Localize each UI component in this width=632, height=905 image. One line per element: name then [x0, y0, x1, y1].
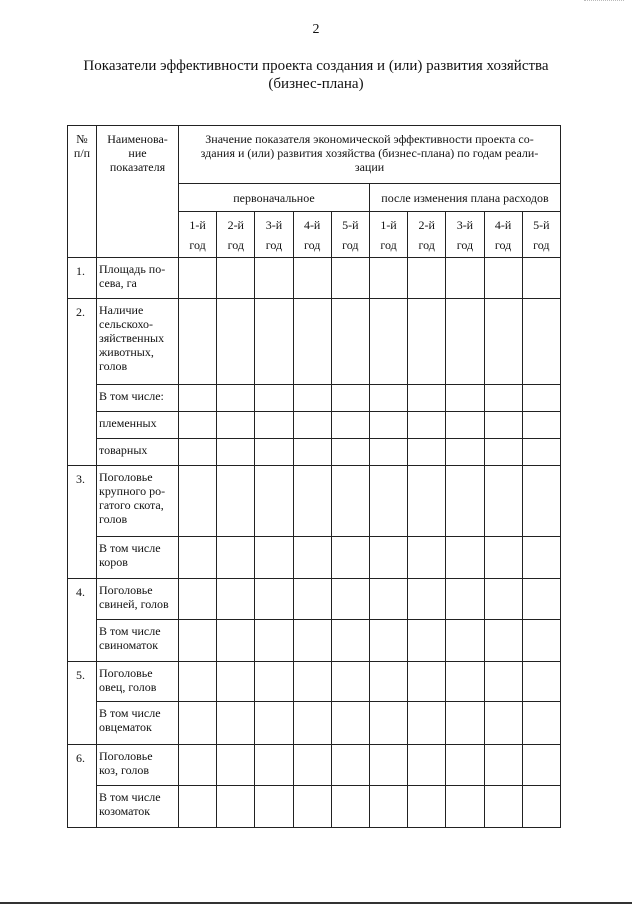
row-label-line: свиней, голов [99, 597, 169, 611]
value-cell [293, 579, 331, 620]
value-cell [408, 579, 446, 620]
value-cell [331, 745, 369, 786]
value-cell [293, 439, 331, 466]
table-row [68, 299, 561, 385]
row-label-cell [97, 702, 179, 745]
row-label-line: товарных [99, 443, 148, 457]
value-cell [217, 579, 255, 620]
row-label-line: голов [99, 512, 128, 526]
value-cell [522, 579, 560, 620]
value-cell [484, 620, 522, 662]
value-cell [484, 745, 522, 786]
row-number-cell: 5. [68, 662, 97, 745]
value-cell [484, 466, 522, 537]
value-cell [331, 662, 369, 702]
header-number-line: п/п [73, 146, 91, 160]
value-cell [255, 537, 293, 579]
document-title [40, 57, 592, 93]
value-cell [408, 620, 446, 662]
year-header-line: год [494, 237, 512, 252]
year-header-line: 4-й [303, 217, 321, 232]
header-row-1 [68, 126, 561, 184]
value-cell [369, 745, 407, 786]
value-cell [446, 662, 484, 702]
value-cell [217, 439, 255, 466]
value-cell [255, 702, 293, 745]
row-label-line: крупного ро- [99, 484, 166, 498]
header-name-line: Наименова- [107, 132, 168, 146]
value-cell [484, 662, 522, 702]
row-label-line: Поголовье [99, 666, 153, 680]
value-cell [446, 537, 484, 579]
year-header-line: 5-й [342, 217, 359, 232]
row-label-cell [97, 662, 179, 702]
value-cell [484, 385, 522, 412]
year-header-line: год [380, 237, 397, 252]
value-cell [522, 537, 560, 579]
value-cell [255, 745, 293, 786]
value-cell [369, 412, 407, 439]
value-cell [331, 786, 369, 828]
row-label-line: В том числе [99, 706, 161, 720]
value-cell [408, 439, 446, 466]
value-cell [293, 258, 331, 299]
year-header [293, 212, 331, 258]
value-cell [446, 439, 484, 466]
title-line-1: Показатели эффективности проекта создания и (или) развития хозяйства [83, 58, 549, 74]
year-header [484, 212, 522, 258]
row-label-line: В том числе [99, 624, 161, 638]
value-cell [446, 412, 484, 439]
row-label-line: племенных [99, 416, 157, 430]
value-cell [408, 745, 446, 786]
row-label-line: сельскохо- [99, 317, 154, 331]
value-cell [331, 412, 369, 439]
year-header-line: год [456, 237, 474, 252]
header-name-line: показателя [109, 160, 166, 174]
row-label-cell [97, 412, 179, 439]
value-cell [522, 786, 560, 828]
value-cell [179, 412, 217, 439]
value-cell [217, 299, 255, 385]
value-cell [179, 620, 217, 662]
row-label-cell [97, 385, 179, 412]
row-label-line: овец, голов [99, 680, 157, 694]
year-header-line: 2-й [418, 217, 435, 232]
table-row [68, 745, 561, 786]
value-cell [255, 620, 293, 662]
row-label-line: животных, [99, 345, 154, 359]
value-cell [331, 537, 369, 579]
value-cell [369, 662, 407, 702]
title-line-2: (бизнес-плана) [268, 76, 364, 92]
value-cell [179, 745, 217, 786]
table-body [68, 258, 561, 828]
row-label-line: Поголовье [99, 470, 153, 484]
row-label-cell [97, 579, 179, 620]
value-cell [522, 258, 560, 299]
value-cell [255, 439, 293, 466]
table-row [68, 579, 561, 620]
group-header-after-change: после изменения плана расходов [369, 184, 560, 212]
value-cell [484, 299, 522, 385]
value-cell [217, 537, 255, 579]
value-cell [522, 412, 560, 439]
value-cell [255, 466, 293, 537]
row-label-cell [97, 537, 179, 579]
value-cell [179, 258, 217, 299]
value-cell [369, 385, 407, 412]
year-header [446, 212, 484, 258]
value-cell [293, 466, 331, 537]
value-cell [255, 258, 293, 299]
value-cell [446, 466, 484, 537]
value-cell [484, 439, 522, 466]
row-label-line: Поголовье [99, 749, 153, 763]
row-label-line: коз, голов [99, 763, 150, 777]
value-cell [217, 620, 255, 662]
table-row [68, 702, 561, 745]
value-cell [217, 466, 255, 537]
value-cell [255, 385, 293, 412]
value-cell [522, 299, 560, 385]
value-cell [408, 537, 446, 579]
year-header-line: 1-й [380, 217, 397, 232]
value-cell [446, 786, 484, 828]
value-cell [255, 412, 293, 439]
year-header-line: 5-й [533, 217, 550, 232]
value-cell [179, 786, 217, 828]
value-cell [331, 299, 369, 385]
row-number-cell: 2. [68, 299, 97, 466]
row-label-cell [97, 786, 179, 828]
value-cell [484, 412, 522, 439]
value-cell [179, 439, 217, 466]
value-cell [331, 439, 369, 466]
value-cell [369, 299, 407, 385]
value-cell [293, 786, 331, 828]
value-cell [446, 299, 484, 385]
row-label-line: В том числе: [99, 389, 164, 403]
value-cell [446, 579, 484, 620]
value-cell [446, 258, 484, 299]
value-cell [446, 702, 484, 745]
value-cell [369, 439, 407, 466]
value-cell [484, 702, 522, 745]
row-number-cell: 3. [68, 466, 97, 579]
header-value-line: зации [354, 160, 385, 174]
value-cell [522, 620, 560, 662]
value-cell [522, 466, 560, 537]
row-label-line: Площадь по- [99, 262, 166, 276]
value-cell [331, 258, 369, 299]
value-cell [217, 258, 255, 299]
table-row [68, 786, 561, 828]
value-cell [293, 662, 331, 702]
year-header-line: год [265, 237, 283, 252]
row-label-line: В том числе [99, 541, 161, 555]
value-cell [484, 537, 522, 579]
column-header-value [179, 126, 561, 184]
value-cell [522, 702, 560, 745]
value-cell [408, 299, 446, 385]
value-cell [293, 412, 331, 439]
value-cell [331, 466, 369, 537]
year-header-line: 3-й [456, 217, 474, 232]
value-cell [179, 537, 217, 579]
value-cell [484, 786, 522, 828]
year-header [522, 212, 560, 258]
table-row [68, 439, 561, 466]
value-cell [446, 745, 484, 786]
year-header-line: год [227, 237, 244, 252]
value-cell [179, 385, 217, 412]
table-row [68, 412, 561, 439]
year-header-line: 4-й [494, 217, 512, 232]
value-cell [369, 466, 407, 537]
column-header-number [68, 126, 97, 258]
value-cell [179, 466, 217, 537]
row-label-cell [97, 745, 179, 786]
value-cell [217, 702, 255, 745]
value-cell [179, 299, 217, 385]
value-cell [293, 299, 331, 385]
row-label-line: голов [99, 359, 128, 373]
row-label-line: свиноматок [99, 638, 159, 652]
value-cell [179, 702, 217, 745]
value-cell [255, 299, 293, 385]
value-cell [293, 537, 331, 579]
value-cell [217, 662, 255, 702]
value-cell [179, 662, 217, 702]
row-label-line: зяйственных [99, 331, 165, 345]
value-cell [446, 385, 484, 412]
year-header [331, 212, 369, 258]
value-cell [293, 745, 331, 786]
value-cell [522, 439, 560, 466]
value-cell [522, 662, 560, 702]
row-label-cell [97, 466, 179, 537]
value-cell [446, 620, 484, 662]
year-header [369, 212, 407, 258]
value-cell [369, 786, 407, 828]
table-row [68, 537, 561, 579]
row-label-line: Наличие [99, 303, 144, 317]
value-cell [484, 579, 522, 620]
year-header-line: 1-й [189, 217, 206, 232]
page-number: 2 [312, 22, 320, 37]
value-cell [369, 620, 407, 662]
value-cell [408, 662, 446, 702]
value-cell [217, 786, 255, 828]
year-header-line: 2-й [227, 217, 244, 232]
value-cell [484, 258, 522, 299]
table-row [68, 466, 561, 537]
row-label-line: коров [99, 555, 128, 569]
value-cell [408, 385, 446, 412]
value-cell [369, 537, 407, 579]
scan-mark [584, 0, 624, 3]
indicators-table [67, 125, 561, 828]
header-name-line: ние [128, 146, 147, 160]
value-cell [369, 579, 407, 620]
table-row [68, 620, 561, 662]
column-header-name [97, 126, 179, 258]
value-cell [217, 745, 255, 786]
header-value-line: здания и (или) развития хозяйства (бизнес-плана) по годам реали- [200, 146, 539, 160]
header-value-line: Значение показателя экономической эффективности проекта со- [205, 132, 534, 146]
year-header [217, 212, 255, 258]
value-cell [293, 702, 331, 745]
table-row [68, 662, 561, 702]
group-header-initial: первоначальное [179, 184, 370, 212]
row-label-cell [97, 439, 179, 466]
year-header-line: год [342, 237, 359, 252]
table-row [68, 385, 561, 412]
header-number-line: № [76, 132, 88, 146]
value-cell [331, 702, 369, 745]
row-number-cell: 6. [68, 745, 97, 828]
value-cell [217, 412, 255, 439]
value-cell [255, 662, 293, 702]
value-cell [369, 258, 407, 299]
value-cell [331, 579, 369, 620]
value-cell [369, 702, 407, 745]
row-label-line: сева, га [99, 276, 137, 290]
bottom-edge-line [0, 902, 632, 904]
row-label-line: Поголовье [99, 583, 153, 597]
year-header [179, 212, 217, 258]
row-label-cell [97, 258, 179, 299]
value-cell [255, 579, 293, 620]
value-cell [522, 745, 560, 786]
row-label-line: овцематок [99, 720, 152, 734]
row-label-line: В том числе [99, 790, 161, 804]
year-header-line: год [189, 237, 206, 252]
row-number-cell: 1. [68, 258, 97, 299]
value-cell [331, 385, 369, 412]
row-label-cell [97, 620, 179, 662]
row-number-cell: 4. [68, 579, 97, 662]
value-cell [408, 702, 446, 745]
row-label-line: гатого скота, [99, 498, 164, 512]
value-cell [408, 258, 446, 299]
year-header-line: год [418, 237, 435, 252]
value-cell [179, 579, 217, 620]
value-cell [331, 620, 369, 662]
value-cell [408, 786, 446, 828]
table-row [68, 258, 561, 299]
year-header [408, 212, 446, 258]
row-label-line: козоматок [99, 804, 151, 818]
value-cell [522, 385, 560, 412]
year-header [255, 212, 293, 258]
row-label-cell [97, 299, 179, 385]
value-cell [255, 786, 293, 828]
value-cell [293, 385, 331, 412]
value-cell [293, 620, 331, 662]
year-header-line: год [303, 237, 321, 252]
value-cell [408, 412, 446, 439]
value-cell [217, 385, 255, 412]
year-header-line: год [533, 237, 550, 252]
year-header-line: 3-й [265, 217, 283, 232]
value-cell [408, 466, 446, 537]
